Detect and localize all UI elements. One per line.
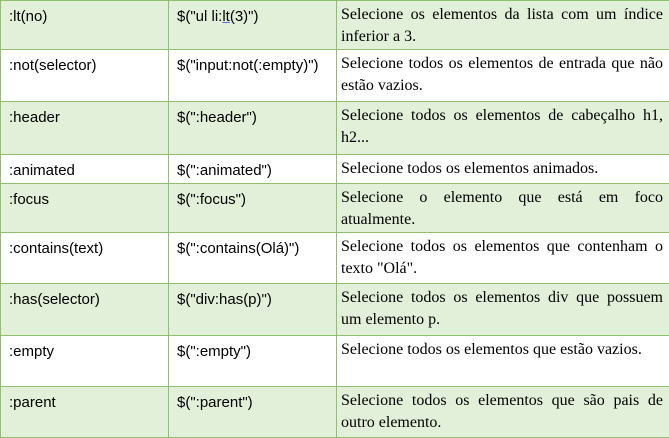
- example-cell: $(":contains(Olá)"): [169, 233, 337, 284]
- table-row: [1, 102, 669, 155]
- example-cell: $(":parent"): [169, 387, 337, 438]
- selector-cell: :has(selector): [1, 284, 169, 336]
- selector-cell: :lt(no): [1, 1, 169, 50]
- table-row: [1, 336, 669, 387]
- selector-cell: :animated: [1, 155, 169, 184]
- example-cell: $("div:has(p)"): [169, 284, 337, 336]
- selector-cell: :contains(text): [1, 233, 169, 284]
- description-cell: Selecione todos os elementos que estão vazios.: [337, 336, 669, 387]
- example-code-suffix: (3)"): [230, 8, 259, 25]
- table-row: [1, 1, 669, 50]
- table-row: [1, 184, 669, 233]
- description-cell: Selecione todos os elementos de entrada que não estão vazios.: [337, 50, 669, 102]
- example-code-prefix: $("ul li:: [177, 8, 222, 25]
- example-cell: $(":header"): [169, 102, 337, 155]
- selector-cell: :focus: [1, 184, 169, 233]
- selector-cell: :not(selector): [1, 50, 169, 102]
- description-cell: Selecione todos os elementos div que possuem um elemento p.: [337, 284, 669, 336]
- description-cell: Selecione todos os elementos que contenham o texto "Olá".: [337, 233, 669, 284]
- example-cell: $(":empty"): [169, 336, 337, 387]
- example-cell: [169, 1, 337, 50]
- selector-cell: :header: [1, 102, 169, 155]
- example-cell: $(":animated"): [169, 155, 337, 184]
- table-row: [1, 155, 669, 184]
- table-row: [1, 284, 669, 336]
- selector-cell: :empty: [1, 336, 169, 387]
- example-cell: $("input:not(:empty)"): [169, 50, 337, 102]
- description-cell: Selecione os elementos da lista com um índice inferior a 3.: [337, 1, 669, 50]
- table-row: [1, 233, 669, 284]
- description-cell: Selecione todos os elementos de cabeçalho h1, h2...: [337, 102, 669, 155]
- description-cell: Selecione o elemento que está em foco atualmente.: [337, 184, 669, 233]
- table-row: [1, 50, 669, 102]
- example-cell: $(":focus"): [169, 184, 337, 233]
- description-cell: Selecione todos os elementos animados.: [337, 155, 669, 184]
- table-row: [1, 387, 669, 438]
- description-cell: Selecione todos os elementos que são pais de outro elemento.: [337, 387, 669, 438]
- selector-cell: :parent: [1, 387, 169, 438]
- example-code-underlined: lt: [222, 8, 230, 25]
